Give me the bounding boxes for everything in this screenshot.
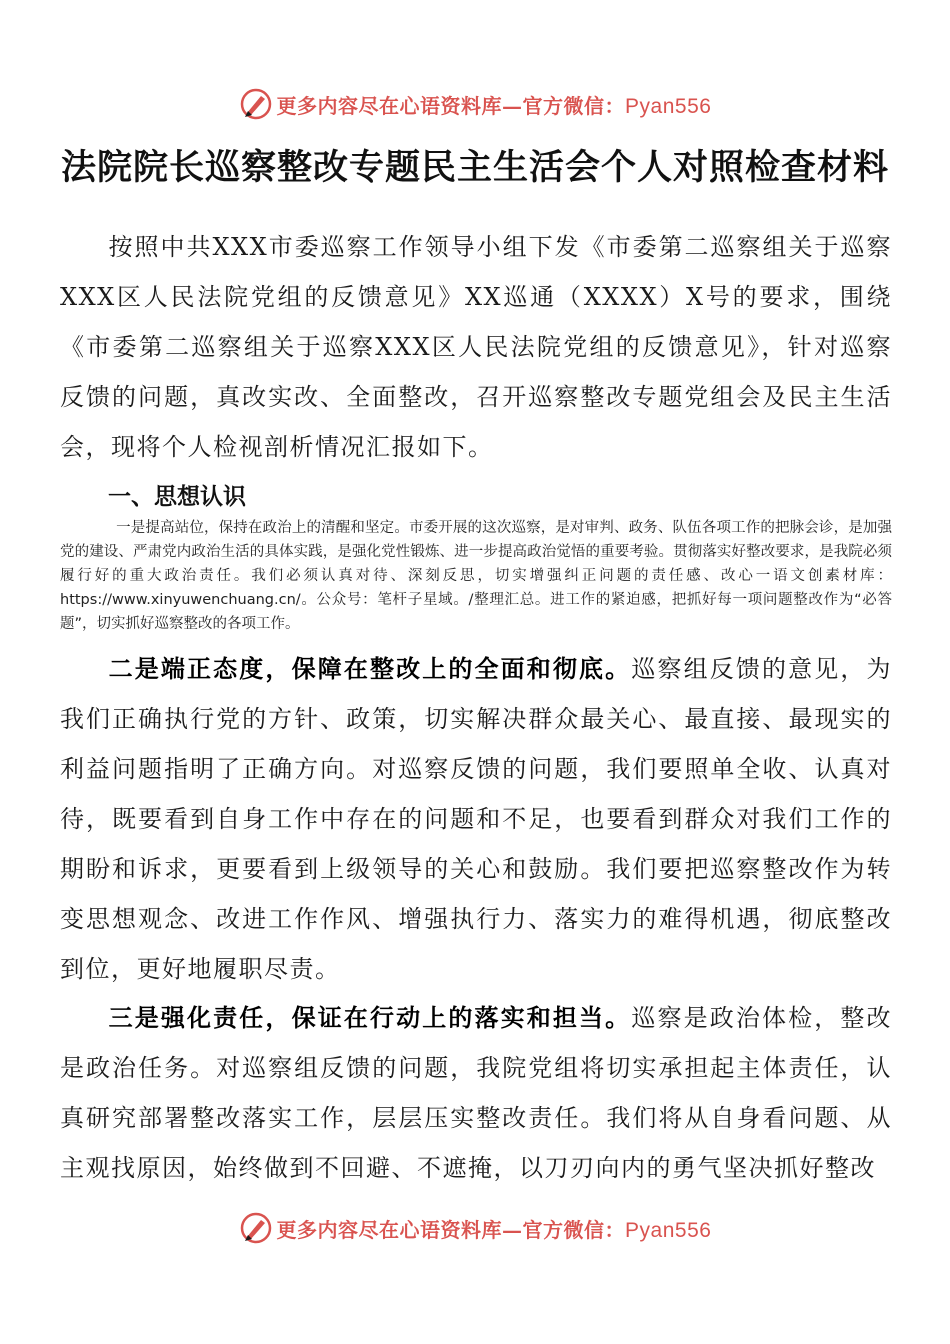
document-title: 法院院长巡察整改专题民主生活会个人对照检查材料	[60, 147, 889, 188]
point-three-paragraph: 三是强化责任，保证在行动上的落实和担当。巡察是政治体检，整改是政治任务。对巡察组反馈的问题，我院党组将切实承担起主体责任，认真研究部署整改落实工作，层层压实整改责任。我们将从自身看问题、从主观找原因，始终做到不回避、不遮掩，以刀刃向内的勇气坚决抓好整改	[60, 1003, 893, 1182]
point-three-lead: 三是强化责任，保证在行动上的落实和担当。	[108, 1003, 632, 1032]
header-banner	[0, 84, 950, 124]
pen-logo-icon	[239, 1211, 273, 1245]
wechat-id: Pyan556	[625, 94, 712, 118]
footer-banner	[0, 1208, 950, 1248]
section-heading: 一、思想认识	[108, 484, 246, 510]
banner-text: 更多内容尽在心语资料库—官方微信：Pyan556	[276, 1217, 712, 1242]
pen-logo-icon	[239, 87, 273, 121]
wechat-id: Pyan556	[625, 1218, 712, 1242]
point-two-lead: 二是端正态度，保障在整改上的全面和彻底。	[108, 654, 632, 683]
banner-text: 更多内容尽在心语资料库—官方微信：Pyan556	[276, 93, 712, 118]
section-small-paragraph: 一是提高站位，保持在政治上的清醒和坚定。市委开展的这次巡察，是对审判、政务、队伍各项工作的把脉会诊，是加强党的建设、严肃党内政治生活的具体实践，是强化党性锻炼、进一步提高政治觉悟的重要考验。贯彻落实好整改要求，是我院必须履行好的重大政治责任。我们必须认真对待、深刻反思，切实增强纠正问题的责任感、改心一语文创素材库：https://www.xinyuwenchuang.cn/。公众号：笔杆子星域。/整理汇总。进工作的紧迫感，把抓好每一项问题整改作为“必答题”，切实抓好巡察整改的各项工作。	[60, 520, 892, 632]
point-two-paragraph: 二是端正态度，保障在整改上的全面和彻底。巡察组反馈的意见，为我们正确执行党的方针、政策，切实解决群众最关心、最直接、最现实的利益问题指明了正确方向。对巡察反馈的问题，我们要照单全收、认真对待，既要看到自身工作中存在的问题和不足，也要看到群众对我们工作的期盼和诉求，更要看到上级领导的关心和鼓励。我们要把巡察整改作为转变思想观念、改进工作作风、增强执行力、落实力的难得机遇，彻底整改到位，更好地履职尽责。	[60, 654, 893, 983]
intro-paragraph: 按照中共XXX市委巡察工作领导小组下发《市委第二巡察组关于巡察XXX区人民法院党组的反馈意见》XX巡通（XXXX）X号的要求，围绕《市委第二巡察组关于巡察XXX区人民法院党组的反馈意见》，针对巡察反馈的问题，真改实改、全面整改，召开巡察整改专题党组会及民主生活会，现将个人检视剖析情况汇报如下。	[60, 233, 892, 461]
